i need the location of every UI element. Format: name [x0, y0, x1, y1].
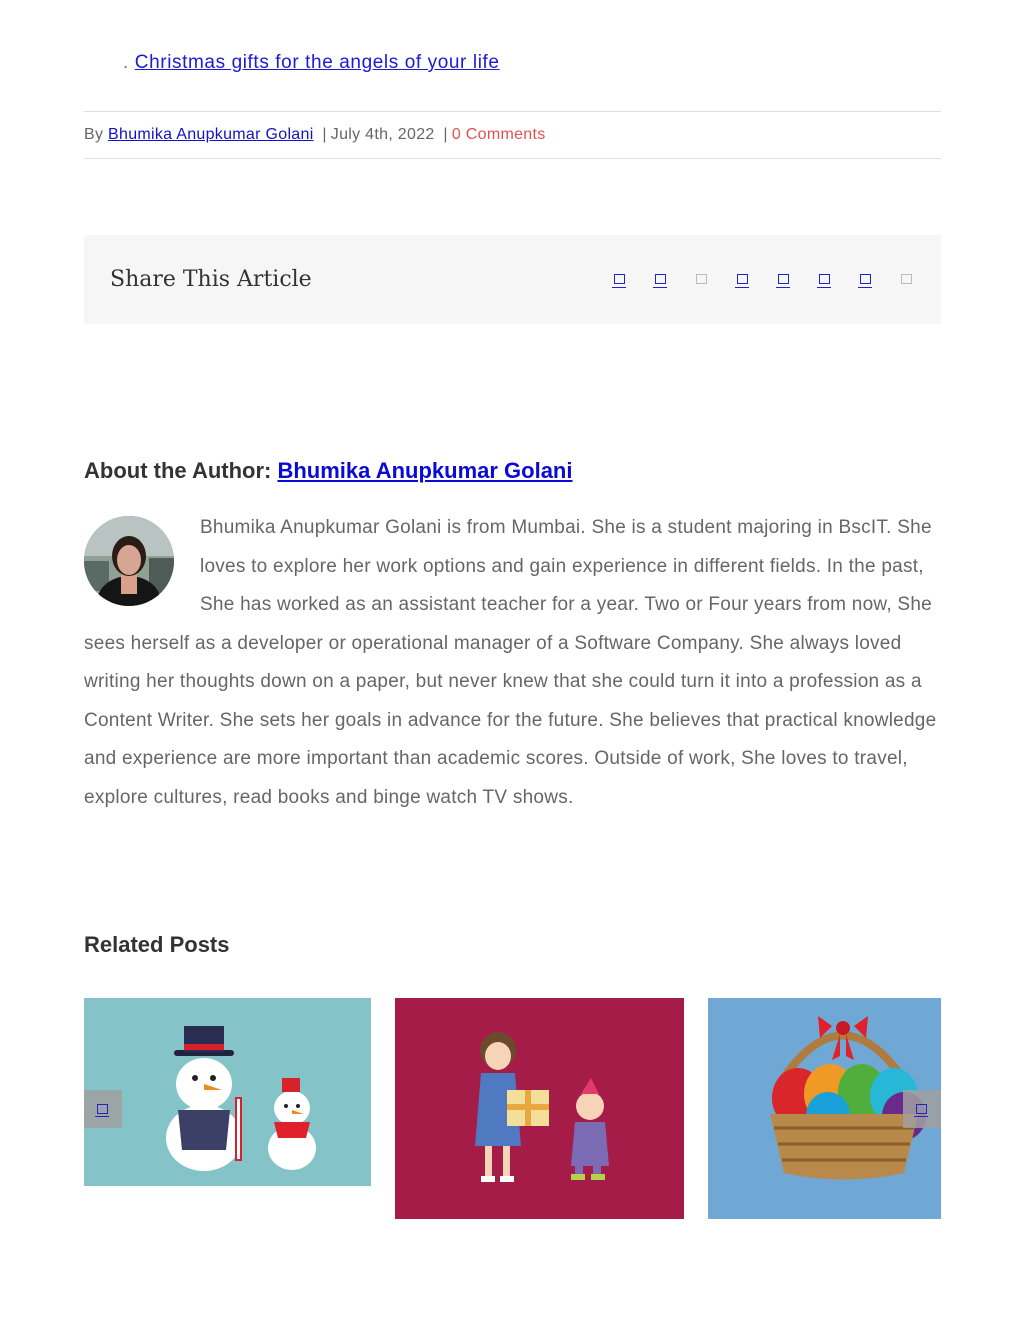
chevron-right-icon	[916, 1104, 927, 1114]
related-link-item	[123, 52, 500, 74]
divider	[84, 158, 941, 159]
share-title: Share This Article	[110, 267, 312, 292]
reddit-icon[interactable]	[694, 272, 708, 286]
carousel-prev-button[interactable]	[84, 1090, 122, 1128]
linkedin-icon[interactable]	[735, 272, 749, 286]
whatsapp-icon[interactable]	[776, 272, 790, 286]
list-bullet: .	[123, 52, 129, 73]
about-author-label: About the Author:	[84, 458, 272, 483]
twitter-icon[interactable]	[653, 272, 667, 286]
snowmen-illustration	[84, 998, 371, 1186]
share-icons	[612, 272, 913, 286]
related-posts-heading: Related Posts	[84, 932, 230, 957]
christmas-gifts-link[interactable]: Christmas gifts for the angels of your life	[134, 52, 500, 73]
carousel-next-button[interactable]	[903, 1090, 941, 1128]
facebook-icon[interactable]	[612, 272, 626, 286]
tumblr-icon[interactable]	[817, 272, 831, 286]
gift-exchange-illustration	[395, 998, 684, 1219]
meta-separator: |	[322, 126, 327, 143]
post-meta	[84, 126, 546, 144]
comments-link[interactable]: 0 Comments	[451, 126, 546, 143]
post-date: July 4th, 2022	[330, 126, 435, 143]
related-post-card[interactable]	[84, 998, 371, 1186]
by-label: By	[84, 126, 104, 143]
email-icon[interactable]	[899, 272, 913, 286]
author-bio-text: Bhumika Anupkumar Golani is from Mumbai. She is a student majoring in BscIT. She loves to explore her work options and gain experience in different fields. In the past, She has worked as an assistant teacher for a year. Two or Four years from now, She sees herself as a developer or operational manager of a Software Company. She always loved writing her thoughts down on a paper, but never knew that she could turn it into a profession as a Content Writer. She sets her goals in advance for the future. She believes that practical knowledge and experience are more important than academic scores. Outside of work, She loves to travel, explore cultures, read books and binge watch TV shows.	[84, 517, 937, 808]
meta-separator: |	[443, 126, 448, 143]
chevron-left-icon	[97, 1104, 108, 1114]
pinterest-icon[interactable]	[858, 272, 872, 286]
author-link[interactable]: Bhumika Anupkumar Golani	[108, 126, 314, 143]
about-author-heading	[84, 458, 573, 484]
author-bio	[84, 509, 944, 817]
share-box	[84, 235, 941, 324]
author-name-link[interactable]: Bhumika Anupkumar Golani	[277, 458, 573, 483]
related-post-card[interactable]	[395, 998, 684, 1219]
divider	[84, 111, 941, 112]
